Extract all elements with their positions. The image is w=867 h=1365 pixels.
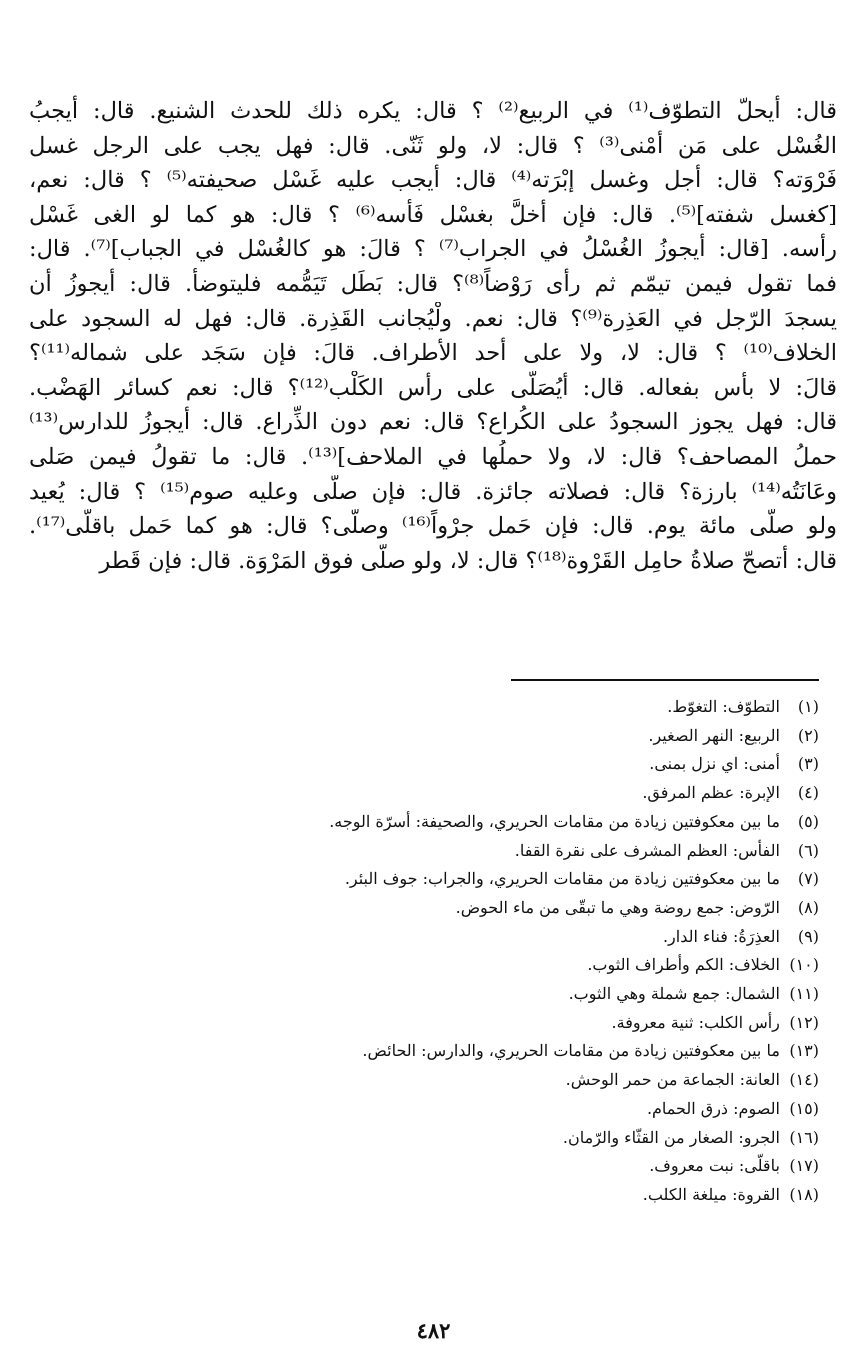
main-text <box>29 94 837 578</box>
footnote-number: (١٥) <box>789 1098 819 1118</box>
footnote-text: العانة: الجماعة من حمر الوحش. <box>565 1070 780 1090</box>
footnote-number: (٢) <box>797 725 819 745</box>
footnote-text: الجرو: الصغار من القثّاء والرّمان. <box>562 1127 780 1147</box>
footnote-text: ما بين معكوفتين زيادة من مقامات الحريري، والصحيفة: أسرّة الوجه. <box>329 811 780 831</box>
text-line: فما تقول فيمن تيمّم ثم رأى رَوْضاً⁽⁸⁾؟ قال: بَطَل تَيَمُّمه فليتوضأ. قال: أيجوزُ أن <box>29 270 837 297</box>
footnote-item <box>39 750 819 779</box>
footnote-text: أمنى: اي نزل بمنى. <box>649 754 780 774</box>
footnote-item <box>39 1037 819 1066</box>
text-line: ولو صلّى مائة يوم. قال: فإن حَمل جرْواً⁽¹⁶⁾ وصلّى؟ قال: هو كما حَمل باقلّى⁽¹⁷⁾. <box>29 513 837 540</box>
footnote-text: ما بين معكوفتين زيادة من مقامات الحريري، والدارس: الحائض. <box>362 1041 780 1061</box>
footnote-number: (١٧) <box>789 1156 819 1176</box>
footnote-text: باقلّى: نبت معروف. <box>649 1156 780 1176</box>
footnote-text: القروة: ميلغة الكلب. <box>642 1184 780 1204</box>
footnote-item <box>39 894 819 923</box>
text-line: الخلاف⁽¹⁰⁾ ؟ قال: لا، ولا على أحد الأطراف. قالَ: فإن سَجَد على شماله⁽¹¹⁾؟ <box>29 340 837 367</box>
footnote-number: (٤) <box>797 783 819 803</box>
footnote-text: الربيع: النهر الصغير. <box>648 725 780 745</box>
footnote-number: (١٦) <box>789 1127 819 1147</box>
footnote-text: الإبرة: عظم المرفق. <box>642 783 780 803</box>
footnote-text: الرّوض: جمع روضة وهي ما تبقّى من ماء الحوض. <box>455 897 780 917</box>
text-line: الغُسْل على مَن أمْنى⁽³⁾ ؟ قال: لا، ولو ثَنّى. قال: فهل يجب على الرجل غسل <box>29 132 837 159</box>
footnote-item <box>39 923 819 952</box>
footnote-item <box>39 980 819 1009</box>
footnote-item <box>39 1009 819 1038</box>
footnote-number: (١١) <box>789 984 819 1004</box>
footnote-text: رأس الكلب: ثنية معروفة. <box>611 1012 780 1032</box>
footnote-number: (٦) <box>797 840 819 860</box>
text-line: [كغسل شفته]⁽⁵⁾. قال: فإن أخلَّ بغسْل فَأسه⁽⁶⁾ ؟ قال: هو كما لو الغى غَسْل <box>29 201 837 228</box>
text-line: حملُ المصاحف؟ قال: لا، ولا حملُها في الملاحف]⁽¹³⁾. قال: ما تقولُ فيمن صَلى <box>29 443 837 470</box>
footnotes-list <box>39 693 819 1210</box>
footnote-text: الفأس: العظم المشرف على نقرة القفا. <box>514 840 780 860</box>
footnote-number: (١٠) <box>789 955 819 975</box>
footnote-item <box>39 1124 819 1153</box>
page-number: ٤٨٢ <box>416 1318 451 1343</box>
footnote-text: الصوم: ذرق الحمام. <box>646 1098 780 1118</box>
text-line: قالَ: لا بأس بفعاله. قال: أيُصَلّى على رأس الكَلْب⁽¹²⁾؟ قال: نعم كسائر الهَضْب. <box>29 374 837 401</box>
text-line: يسجدَ الرّجل في العَذِرة⁽⁹⁾؟ قال: نعم. ولْيُجانب القَذِرة. قال: فهل له السجود على <box>29 305 837 332</box>
footnote-item <box>39 865 819 894</box>
footnote-separator <box>511 679 819 681</box>
footnote-number: (١) <box>797 697 819 716</box>
footnote-number: (٣) <box>797 754 819 774</box>
footnote-number: (٧) <box>797 869 819 889</box>
footnote-text: الشمال: جمع شملة وهي الثوب. <box>568 984 780 1004</box>
footnote-number: (١٨) <box>789 1184 819 1204</box>
footnote-item <box>39 722 819 751</box>
text-line: فَرْوَته؟ قال: أجل وغسل إبْرَته⁽⁴⁾ قال: أيجب عليه غَسْل صحيفته⁽⁵⁾ ؟ قال: نعم، <box>29 167 837 194</box>
footnote-item <box>39 837 819 866</box>
footnote-text: العذِرَةُ: فناء الدار. <box>662 926 780 946</box>
footnote-number: (١٣) <box>789 1041 819 1061</box>
footnote-item <box>39 1066 819 1095</box>
footnote-item <box>39 1181 819 1210</box>
footnote-text: الخلاف: الكم وأطراف الثوب. <box>587 955 780 975</box>
footnote-text: التطوّف: التغوّط. <box>667 697 780 716</box>
footnote-number: (١٢) <box>789 1012 819 1032</box>
text-line: قال: أيحلّ التطوّف⁽¹⁾ في الربيع⁽²⁾ ؟ قال: يكره ذلك للحدث الشنيع. قال: أيجبُ <box>29 98 837 124</box>
footnote-item <box>39 693 819 722</box>
footnote-item <box>39 779 819 808</box>
footnote-text: ما بين معكوفتين زيادة من مقامات الحريري، والجراب: جوف البئر. <box>344 869 780 889</box>
text-line: قال: فهل يجوز السجودُ على الكُراع؟ قال: نعم دون الذِّراع. قال: أيجوزُ للدارس⁽¹³⁾ <box>29 409 837 436</box>
footnote-number: (٥) <box>797 811 819 831</box>
text-line: وعَانَتُه⁽¹⁴⁾ بارزة؟ قال: فصلاته جائزة. قال: فإن صلّى وعليه صوم⁽¹⁵⁾ ؟ قال: يُعيد <box>29 478 837 505</box>
footnote-number: (١٤) <box>789 1070 819 1090</box>
footnote-item <box>39 808 819 837</box>
footnote-item <box>39 951 819 980</box>
footnote-item <box>39 1152 819 1181</box>
text-line: قال: أتصحّ صلاةُ حامِل القَرْوة⁽¹⁸⁾؟ قال: لا، ولو صلّى فوق المَرْوَة. قال: فإن قَطر <box>99 547 837 574</box>
footnote-item <box>39 1095 819 1124</box>
text-line: رأسه. [قال: أيجوزُ الغُسْلُ في الجراب⁽⁷⁾ ؟ قالَ: هو كالغُسْل في الجباب]⁽⁷⁾. قال: <box>29 236 837 263</box>
footnote-number: (٩) <box>797 926 819 946</box>
footnote-number: (٨) <box>797 897 819 917</box>
